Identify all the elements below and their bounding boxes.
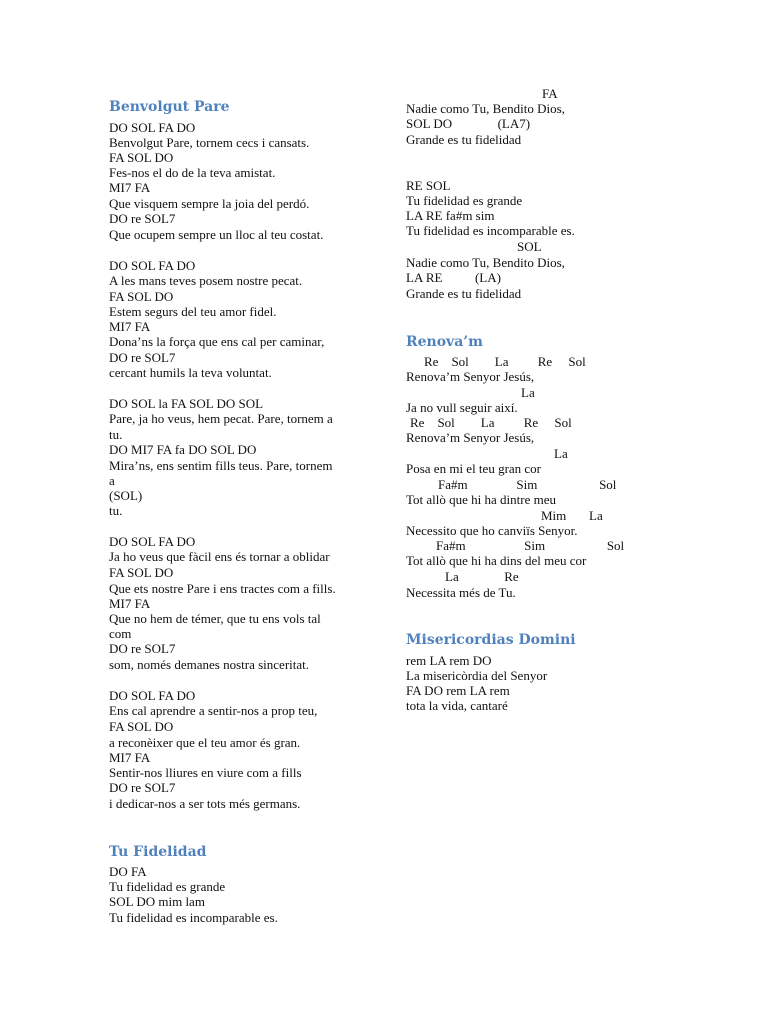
- song-title-misericordias-domini: Misericordias Domini: [406, 632, 576, 648]
- lyric-line: Tu fidelidad es incomparable es.: [109, 910, 278, 925]
- chord-line: FA SOL DO: [109, 150, 174, 165]
- chord-line: DO re SOL7: [109, 641, 176, 656]
- lyric-line: Renova’m Senyor Jesús,: [406, 369, 535, 384]
- lyric-line: Que ets nostre Pare i ens tractes com a fills.: [109, 581, 336, 596]
- chord-line: DO SOL FA DO: [109, 534, 196, 549]
- lyric-line: tu.: [109, 427, 123, 442]
- lyric-line: Grande es tu fidelidad: [406, 286, 522, 301]
- chord-line: La Re: [445, 569, 519, 584]
- chord-line: La: [554, 446, 568, 461]
- lyric-line: Renova’m Senyor Jesús,: [406, 430, 535, 445]
- lyric-line: Grande es tu fidelidad: [406, 132, 522, 147]
- chord-line: rem LA rem DO: [406, 653, 492, 668]
- lyric-line: som, només demanes nostra sinceritat.: [109, 657, 310, 672]
- chord-line: Fa#m Sim Sol: [436, 538, 625, 553]
- chord-line: Fa#m Sim Sol: [438, 477, 617, 492]
- lyric-line: Nadie como Tu, Bendito Dios,: [406, 255, 565, 270]
- lyric-line: Tu fidelidad es grande: [109, 879, 226, 894]
- lyric-line: Benvolgut Pare, tornem cecs i cansats.: [109, 135, 310, 150]
- lyric-line: tota la vida, cantaré: [406, 698, 508, 713]
- lyric-line: Necessita més de Tu.: [406, 585, 516, 600]
- lyric-line: a: [109, 473, 115, 488]
- lyric-line: Ens cal aprendre a sentir-nos a prop teu,: [109, 703, 318, 718]
- lyric-line: Pare, ja ho veus, hem pecat. Pare, tornem a: [109, 411, 333, 426]
- lyric-line: Tu fidelidad es grande: [406, 193, 523, 208]
- lyric-line: Sentir-nos lliures en viure com a fills: [109, 765, 302, 780]
- lyric-line: Dona’ns la força que ens cal per caminar,: [109, 334, 325, 349]
- chord-line: FA SOL DO: [109, 565, 174, 580]
- lyric-line: a reconèixer que el teu amor és gran.: [109, 735, 301, 750]
- chord-line: DO FA: [109, 864, 147, 879]
- lyric-line: Que ocupem sempre un lloc al teu costat.: [109, 227, 324, 242]
- chord-line: DO re SOL7: [109, 780, 176, 795]
- lyric-line: Estem segurs del teu amor fidel.: [109, 304, 277, 319]
- chord-line: FA: [542, 86, 558, 101]
- lyric-line: A les mans teves posem nostre pecat.: [109, 273, 303, 288]
- chord-line: Re Sol La Re Sol: [424, 354, 586, 369]
- chord-line: MI7 FA: [109, 750, 151, 765]
- chord-line: LA RE fa#m sim: [406, 208, 495, 223]
- lyric-line: cercant humils la teva voluntat.: [109, 365, 272, 380]
- lyric-line: com: [109, 626, 132, 641]
- chord-line: MI7 FA: [109, 180, 151, 195]
- song-title-benvolgut-pare: Benvolgut Pare: [109, 99, 230, 115]
- chord-line: SOL DO (LA7): [406, 116, 531, 131]
- lyric-line: Tot allò que hi ha dintre meu: [406, 492, 556, 507]
- chord-line: FA DO rem LA rem: [406, 683, 510, 698]
- lyric-line: Que no hem de témer, que tu ens vols tal: [109, 611, 321, 626]
- lyric-line: Ja no vull seguir així.: [406, 400, 518, 415]
- lyric-line: Tu fidelidad es incomparable es.: [406, 223, 575, 238]
- chord-line: Re Sol La Re Sol: [410, 415, 572, 430]
- lyric-line: tu.: [109, 503, 123, 518]
- lyric-line: Ja ho veus que fàcil ens és tornar a oblidar: [109, 549, 330, 564]
- lyric-line: Posa en mi el teu gran cor: [406, 461, 542, 476]
- lyric-line: Fes-nos el do de la teva amistat.: [109, 165, 276, 180]
- chord-line: DO re SOL7: [109, 350, 176, 365]
- song-title-renovam: Renova’m: [406, 334, 483, 350]
- lyric-line: Nadie como Tu, Bendito Dios,: [406, 101, 565, 116]
- chord-line: SOL DO mim lam: [109, 894, 205, 909]
- chord-line: MI7 FA: [109, 596, 151, 611]
- lyric-line: i dedicar-nos a ser tots més germans.: [109, 796, 301, 811]
- chord-line: MI7 FA: [109, 319, 151, 334]
- chord-line: DO MI7 FA fa DO SOL DO: [109, 442, 257, 457]
- chord-line: La: [521, 385, 535, 400]
- chord-line: Mim La: [541, 508, 603, 523]
- lyric-line: La misericòrdia del Senyor: [406, 668, 548, 683]
- chord-line: SOL: [517, 239, 542, 254]
- lyric-line: Tot allò que hi ha dins del meu cor: [406, 553, 587, 568]
- chord-line: DO re SOL7: [109, 211, 176, 226]
- chord-line: DO SOL la FA SOL DO SOL: [109, 396, 264, 411]
- lyric-line: Que visquem sempre la joia del perdó.: [109, 196, 310, 211]
- song-title-tu-fidelidad: Tu Fidelidad: [109, 844, 207, 860]
- lyric-line: Necessito que ho canviïs Senyor.: [406, 523, 578, 538]
- chord-line: DO SOL FA DO: [109, 258, 196, 273]
- lyric-line: Mira’ns, ens sentim fills teus. Pare, tornem: [109, 458, 333, 473]
- chord-line: LA RE (LA): [406, 270, 501, 285]
- chord-line: FA SOL DO: [109, 289, 174, 304]
- chord-line: (SOL): [109, 488, 143, 503]
- chord-line: FA SOL DO: [109, 719, 174, 734]
- chord-line: RE SOL: [406, 178, 451, 193]
- chord-line: DO SOL FA DO: [109, 688, 196, 703]
- chord-line: DO SOL FA DO: [109, 120, 196, 135]
